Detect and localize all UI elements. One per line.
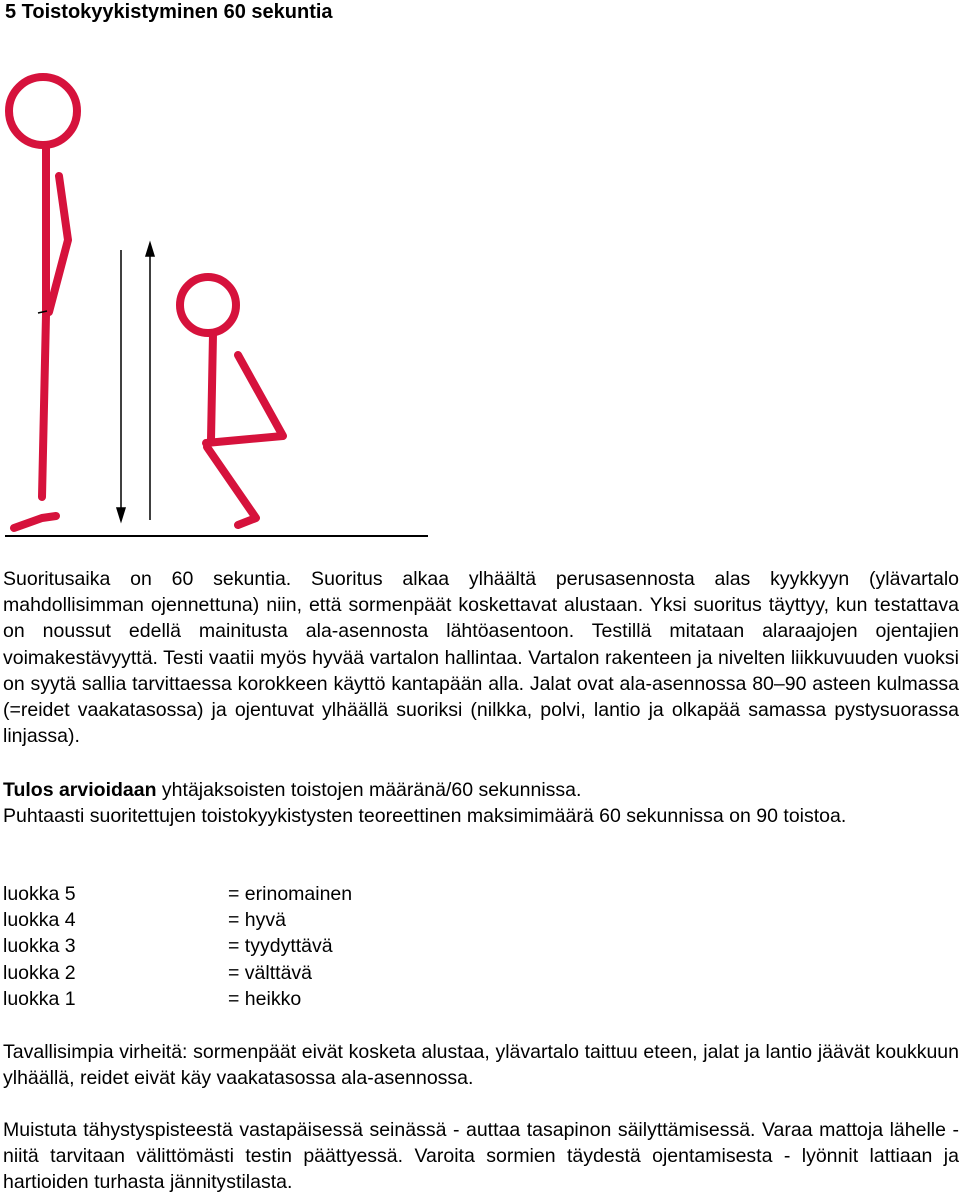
tips-paragraph: Muistuta tähystyspisteestä vastapäisessä seinässä - auttaa tasapinon säilyttämisessä. Varaa mattoja lähelle - niitä tarvitaan välittömästi testin päättyessä. Varoita sormien täydestä ojentamisesta - lyönnit lattiaan ja hartioiden turhasta jännitystilasta.: [3, 1119, 959, 1194]
up-arrow-head: [146, 243, 154, 256]
standing-figure-body: [42, 146, 46, 497]
squat-illustration: [0, 40, 440, 550]
result-label: Tulos arvioidaan: [3, 779, 157, 801]
result-paragraph: [3, 777, 959, 829]
grade-list: [3, 881, 352, 1012]
squatting-figure-body: [211, 334, 213, 440]
standing-figure-head: [9, 77, 77, 145]
page-title: 5 Toistokyykistyminen 60 sekuntia: [5, 1, 333, 23]
result-text: yhtäjaksoisten toistojen määränä/60 sekunnissa.: [156, 779, 582, 801]
grade-row: luokka 4 = hyvä: [3, 909, 286, 932]
down-arrow-head: [117, 508, 125, 521]
grade-row: luokka 3 = tyydyttävä: [3, 935, 333, 958]
standing-figure-arm: [49, 176, 68, 312]
common-errors-paragraph: Tavallisimpia virheitä: sormenpäät eivät kosketa alustaa, ylävartalo taittuu eteen, jalat ja lantio jäävät koukkuun ylhäällä, reidet eivät käy vaakatasossa ala-asennossa.: [3, 1041, 959, 1090]
squatting-figure-head: [180, 277, 236, 333]
grade-row: luokka 1 = heikko: [3, 987, 302, 1010]
grade-row: luokka 5 = erinomainen: [3, 883, 353, 905]
description-paragraph: Suoritusaika on 60 sekuntia. Suoritus alkaa ylhäältä perusasennosta alas kyykkyyn (ylävartalo mahdollisimman ojennettuna) niin, että sormenpäät koskettavat alustaan. Yksi suoritus täyttyy, kun testattava on noussut edellä mainitusta ala-asennosta lähtöasentoon. Testillä mitataan alaraajojen ojentajien voimakestävyyttä. Testi vaatii myös hyvää vartalon hallintaa. Vartalon rakenteen ja nivelten liikkuvuuden vuoksi on syytä sallia tarvittaessa korokkeen käyttö kantapään alla. Jalat ovat ala-asennossa 80–90 asteen kulmassa (=reidet vaakatasossa) ja ojentuvat ylhäällä suoriksi (nilkka, polvi, lantio ja olkapää samassa pystysuorassa linjassa).: [3, 568, 959, 748]
max-text: Puhtaasti suoritettujen toistokyykistysten teoreettinen maksimimäärä 60 sekunnissa on 90 toistoa.: [3, 805, 847, 828]
squatting-figure-leg: [207, 447, 256, 525]
standing-figure-foot: [14, 516, 56, 528]
grade-row: luokka 2 = välttävä: [3, 961, 313, 984]
squatting-figure-arm: [206, 355, 283, 443]
